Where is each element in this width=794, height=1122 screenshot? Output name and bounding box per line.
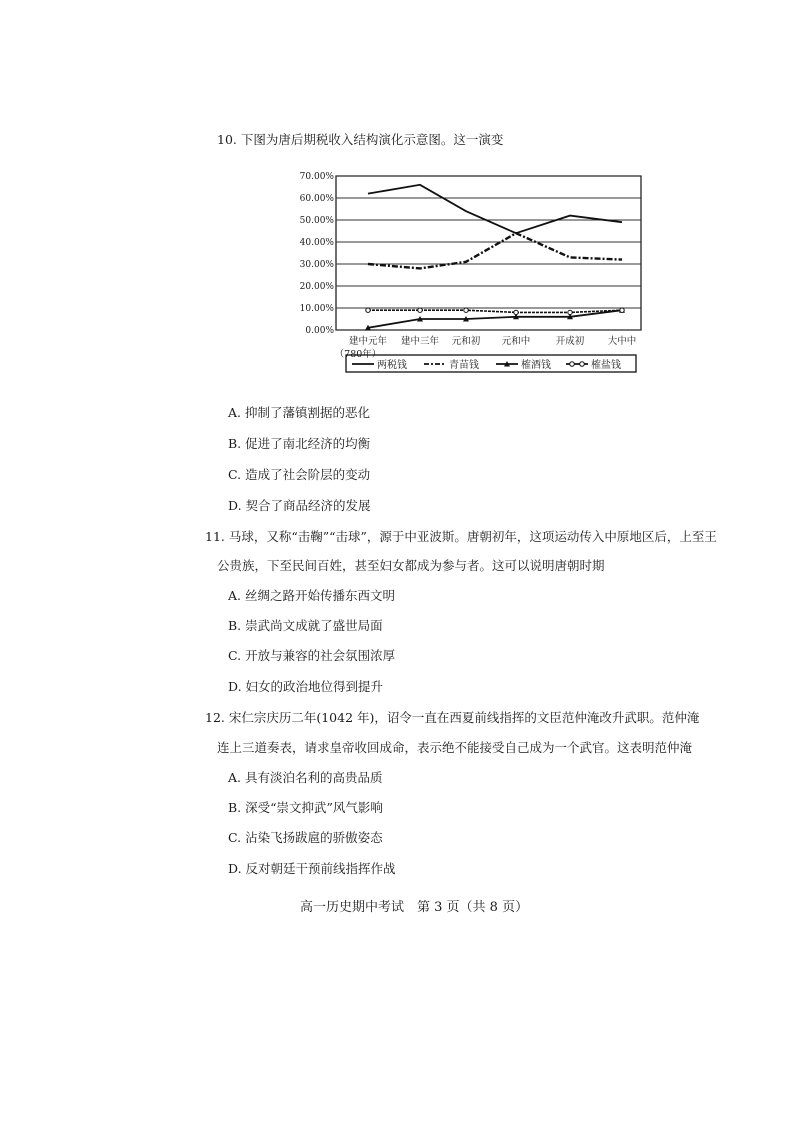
legend-label: 两税钱 — [377, 360, 407, 371]
q11-stem-line2: 公贵族，下至民间百姓，甚至妇女都成为参与者。这可以说明唐朝时期 — [217, 558, 605, 573]
series-point — [464, 308, 468, 312]
y-tick-label: 60.00% — [299, 194, 334, 204]
series-point — [620, 308, 624, 312]
y-tick-label: 0.00% — [305, 326, 334, 336]
q10-stem: 10. 下图为唐后期税收入结构演化示意图。这一演变 — [217, 132, 504, 147]
x-tick-sublabel: （780年） — [334, 349, 382, 360]
q10-option-b[interactable]: B. 促进了南北经济的均衡 — [228, 436, 371, 451]
series-point — [418, 308, 422, 312]
q11-option-c[interactable]: C. 开放与兼容的社会氛围浓厚 — [228, 648, 396, 663]
legend-marker — [580, 362, 585, 367]
x-tick-label: 建中三年 — [400, 336, 440, 347]
y-tick-label: 40.00% — [299, 238, 334, 248]
tax-structure-chart — [299, 164, 646, 384]
legend-label: 榷盐钱 — [591, 360, 621, 371]
q11-option-b[interactable]: B. 崇武尚文成就了盛世局面 — [228, 618, 383, 633]
page-footer: 高一历史期中考试 第 3 页（共 8 页） — [300, 900, 529, 915]
q11-option-a[interactable]: A. 丝绸之路开始传播东西文明 — [228, 588, 395, 603]
q12-option-b[interactable]: B. 深受“崇文抑武”风气影响 — [228, 800, 383, 815]
series-line-1 — [368, 233, 622, 268]
chart-grid — [336, 176, 641, 330]
q12-option-d[interactable]: D. 反对朝廷干预前线指挥作战 — [228, 861, 396, 876]
y-tick-label: 50.00% — [299, 216, 334, 226]
x-tick-label: 大中中 — [607, 336, 637, 347]
x-tick-label: 开成初 — [555, 336, 585, 347]
q11-option-d[interactable]: D. 妇女的政治地位得到提升 — [228, 679, 384, 694]
series-line-3 — [368, 310, 622, 312]
x-tick-label: 元和初 — [451, 336, 481, 347]
q12-stem-line2: 连上三道奏表，请求皇帝收回成命，表示绝不能接受自己成为一个武官。这表明范仲淹 — [217, 740, 693, 755]
q12-option-a[interactable]: A. 具有淡泊名利的高贵品质 — [228, 770, 383, 785]
series-point — [568, 310, 572, 314]
legend-label: 榷酒钱 — [521, 360, 551, 371]
series-point — [366, 308, 370, 312]
series-point — [514, 310, 518, 314]
y-tick-label: 70.00% — [299, 172, 334, 182]
chart-legend — [346, 355, 636, 372]
y-tick-label: 10.00% — [299, 304, 334, 314]
q10-option-a[interactable]: A. 抑制了藩镇割据的恶化 — [228, 405, 370, 420]
q10-option-d[interactable]: D. 契合了商品经济的发展 — [228, 498, 371, 513]
q10-option-c[interactable]: C. 造成了社会阶层的变动 — [228, 467, 371, 482]
q12-option-c[interactable]: C. 沾染飞扬跋扈的骄傲姿态 — [228, 830, 383, 845]
x-tick-label: 元和中 — [501, 336, 531, 347]
series-line-2 — [368, 310, 622, 328]
q11-stem-line1: 11. 马球，又称“击鞠”“击球”，源于中亚波斯。唐朝初年，这项运动传入中原地区后，上至王 — [205, 529, 717, 544]
q12-stem-line1: 12. 宋仁宗庆历二年(1042 年)，诏令一直在西夏前线指挥的文臣范仲淹改升武职。范仲淹 — [205, 710, 700, 725]
y-tick-labels — [300, 172, 335, 336]
legend-marker — [570, 362, 575, 367]
legend-label: 青苗钱 — [449, 360, 479, 371]
y-tick-label: 20.00% — [299, 282, 334, 292]
series-line-0 — [368, 185, 622, 233]
x-tick-labels — [335, 335, 637, 360]
x-tick-label: 建中元年 — [348, 336, 388, 347]
plot-area-border — [336, 176, 641, 330]
y-tick-label: 30.00% — [299, 260, 334, 270]
